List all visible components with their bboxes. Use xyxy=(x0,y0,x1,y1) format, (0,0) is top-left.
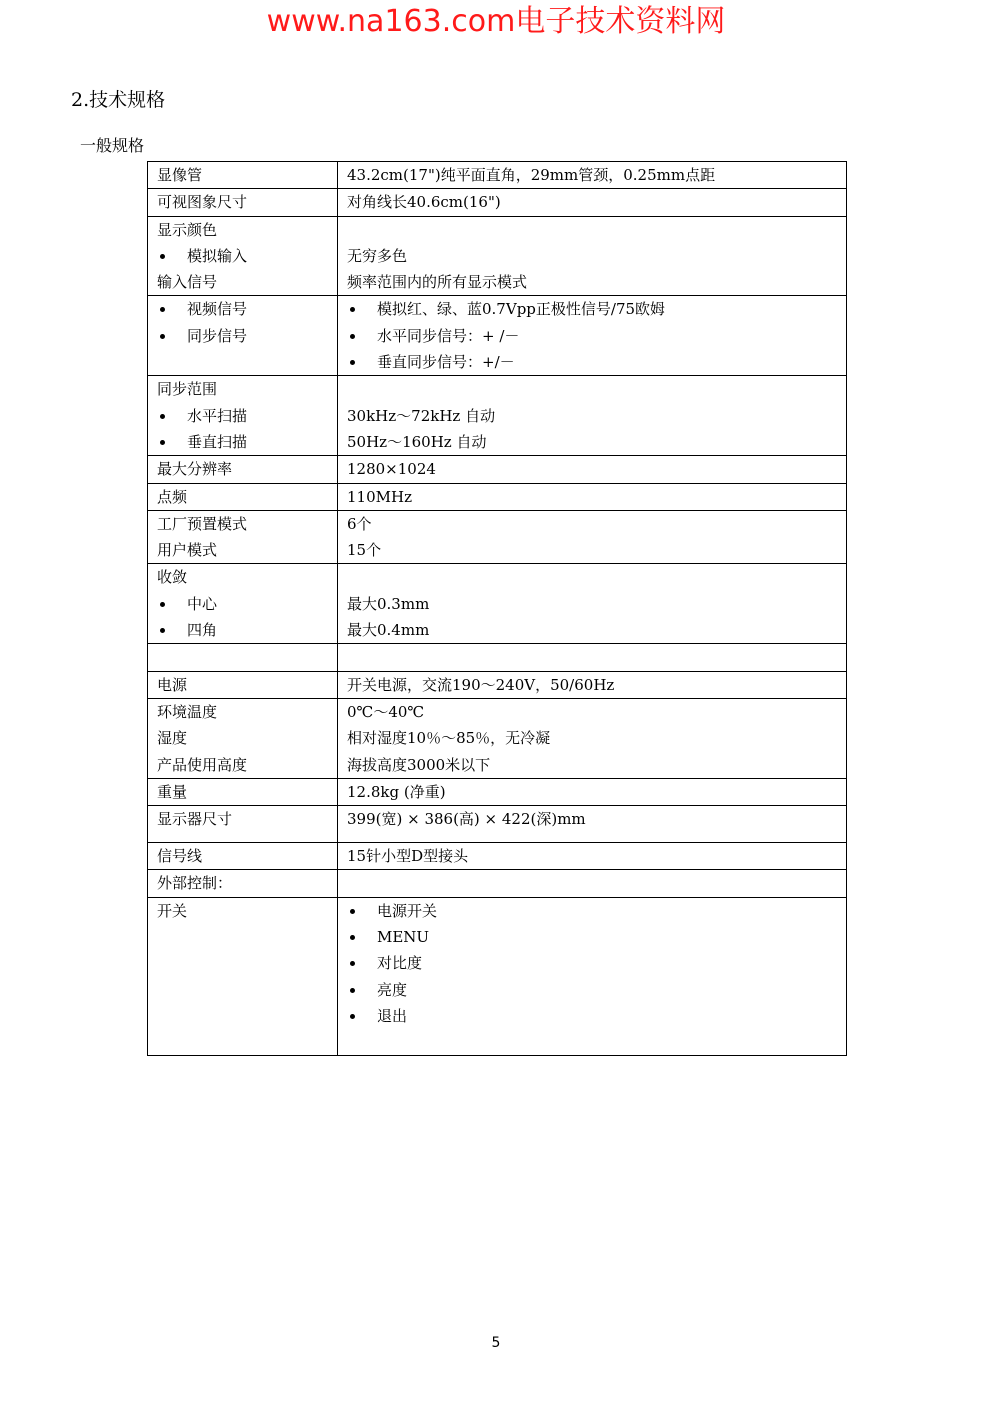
bullet-item xyxy=(347,898,846,924)
spec-value: 30kHz～72kHz 自动 xyxy=(347,406,496,425)
bullet-icon xyxy=(350,988,355,993)
table-row xyxy=(148,456,847,483)
spec-label-cell xyxy=(148,510,338,564)
bullet-label: 水平扫描 xyxy=(187,406,248,425)
spec-value: 无穷多色 xyxy=(347,246,408,265)
spec-label-cell xyxy=(148,456,338,483)
table-row xyxy=(148,510,847,564)
spec-label-cell xyxy=(148,216,338,296)
spec-label: 外部控制： xyxy=(157,874,233,893)
table-row xyxy=(148,189,847,216)
table-row xyxy=(148,897,847,1055)
bullet-icon xyxy=(160,414,165,419)
spec-label-cell xyxy=(148,162,338,189)
spec-value: 频率范围内的所有显示模式 xyxy=(347,273,528,292)
bullet-label: MENU xyxy=(377,928,430,947)
spec-value-cell xyxy=(338,870,847,897)
spec-value-cell xyxy=(338,698,847,778)
spec-value-cell xyxy=(338,564,847,644)
bullet-item xyxy=(157,617,337,643)
bullet-label: 中心 xyxy=(187,594,218,613)
spec-label: 产品使用高度 xyxy=(157,755,248,774)
bullet-icon xyxy=(160,334,165,339)
spec-label: 环境温度 xyxy=(157,702,218,721)
table-row xyxy=(148,483,847,510)
bullet-label: 垂直同步信号：+/－ xyxy=(377,353,515,372)
spec-value: 12.8kg (净重) xyxy=(347,782,446,801)
bullet-icon xyxy=(160,254,165,259)
bullet-icon xyxy=(350,1014,355,1019)
spacer-line xyxy=(157,644,337,670)
spacer-line xyxy=(347,870,846,896)
spec-value: 开关电源，交流190～240V，50/60Hz xyxy=(347,675,615,694)
table-row xyxy=(148,870,847,897)
bullet-label: 视频信号 xyxy=(187,300,248,319)
spec-value-cell xyxy=(338,806,847,843)
table-row-empty xyxy=(148,644,847,671)
bullet-label: 模拟输入 xyxy=(187,246,248,265)
spec-value-cell xyxy=(338,162,847,189)
table-row xyxy=(148,162,847,189)
bullet-item xyxy=(157,403,337,429)
spacer-line xyxy=(347,217,846,243)
spec-label: 重量 xyxy=(157,782,188,801)
spec-value: 43.2cm(17")纯平面直角，29mm管颈，0.25mm点距 xyxy=(347,166,716,184)
bullet-item xyxy=(347,323,846,349)
table-row xyxy=(148,216,847,296)
table-row xyxy=(148,843,847,870)
bullet-icon xyxy=(160,602,165,607)
spec-table xyxy=(147,161,847,1056)
spec-value: 0℃～40℃ xyxy=(347,702,425,721)
spacer-line xyxy=(347,564,846,590)
bullet-icon xyxy=(160,628,165,633)
spec-label: 同步范围 xyxy=(157,380,218,399)
table-row xyxy=(148,564,847,644)
bullet-item xyxy=(347,950,846,976)
spec-label: 显像管 xyxy=(157,166,203,184)
bullet-icon xyxy=(350,307,355,312)
table-row xyxy=(148,806,847,843)
spec-label-cell xyxy=(148,671,338,698)
spec-value: 50Hz～160Hz 自动 xyxy=(347,432,487,451)
spec-label: 最大分辨率 xyxy=(157,460,233,479)
table-row xyxy=(148,376,847,456)
bullet-item xyxy=(157,323,337,349)
bullet-label: 同步信号 xyxy=(187,326,248,345)
spec-value-cell xyxy=(338,843,847,870)
bullet-item xyxy=(157,591,337,617)
bullet-item xyxy=(157,429,337,455)
spec-label: 点频 xyxy=(157,487,188,506)
spec-label: 湿度 xyxy=(157,729,188,748)
spec-label-cell xyxy=(148,296,338,376)
spec-label-cell xyxy=(148,564,338,644)
bullet-label: 退出 xyxy=(377,1006,408,1025)
spec-label: 输入信号 xyxy=(157,273,218,292)
bullet-icon xyxy=(350,334,355,339)
spec-label-cell xyxy=(148,870,338,897)
bullet-item xyxy=(157,243,337,269)
bullet-item xyxy=(347,1003,846,1029)
spec-label: 信号线 xyxy=(157,847,203,866)
spec-value-cell xyxy=(338,897,847,1055)
table-row xyxy=(148,296,847,376)
bullet-icon xyxy=(350,360,355,365)
bullet-icon xyxy=(160,440,165,445)
bullet-icon xyxy=(350,935,355,940)
spec-value: 15针小型D型接头 xyxy=(347,847,469,866)
spec-label-cell xyxy=(148,189,338,216)
spec-value-cell xyxy=(338,189,847,216)
spec-value: 6个 xyxy=(347,514,372,533)
spec-value-cell xyxy=(338,216,847,296)
spec-value-cell xyxy=(338,644,847,671)
spec-value-cell xyxy=(338,296,847,376)
spec-value: 15个 xyxy=(347,541,382,560)
spacer-line xyxy=(347,376,846,402)
bullet-label: 电源开关 xyxy=(377,901,438,920)
spec-value: 对角线长40.6cm(16") xyxy=(347,193,501,212)
bullet-icon xyxy=(350,961,355,966)
spec-label-cell xyxy=(148,778,338,805)
spec-label-cell xyxy=(148,843,338,870)
spec-label-cell xyxy=(148,897,338,1055)
bullet-item xyxy=(347,349,846,375)
spec-value-cell xyxy=(338,671,847,698)
spec-value-cell xyxy=(338,510,847,564)
bullet-label: 水平同步信号：+ /－ xyxy=(377,326,520,345)
bullet-item xyxy=(347,977,846,1003)
subsection-title: 一般规格 xyxy=(80,136,145,155)
spec-value-cell xyxy=(338,376,847,456)
section-title: 2.技术规格 xyxy=(71,89,166,111)
bullet-item xyxy=(157,296,337,322)
bullet-label: 垂直扫描 xyxy=(187,432,248,451)
table-row xyxy=(148,671,847,698)
spec-value: 110MHz xyxy=(347,487,412,506)
bullet-item xyxy=(347,296,846,322)
spec-label-cell xyxy=(148,698,338,778)
bullet-icon xyxy=(160,307,165,312)
table-row xyxy=(148,698,847,778)
watermark-header: www.na163.com电子技术资料网 xyxy=(266,4,726,39)
spec-value: 海拔高度3000米以下 xyxy=(347,755,491,774)
spec-label-cell xyxy=(148,376,338,456)
spec-value: 最大0.3mm xyxy=(347,594,430,613)
spec-label: 工厂预置模式 xyxy=(157,514,248,533)
bullet-label: 对比度 xyxy=(377,954,423,973)
bullet-label: 亮度 xyxy=(377,980,408,999)
spec-value-cell xyxy=(338,483,847,510)
spec-label-cell xyxy=(148,806,338,843)
spec-value-cell xyxy=(338,456,847,483)
spacer-line xyxy=(347,644,846,670)
spec-label-cell xyxy=(148,483,338,510)
bullet-label: 模拟红、绿、蓝0.7Vpp正极性信号/75欧姆 xyxy=(377,300,666,319)
spec-label: 显示颜色 xyxy=(157,220,218,239)
spec-label: 可视图象尺寸 xyxy=(157,193,248,212)
bullet-icon xyxy=(350,909,355,914)
spec-label: 用户模式 xyxy=(157,541,218,560)
bullet-item xyxy=(347,924,846,950)
spec-label: 收敛 xyxy=(157,568,188,587)
spec-value: 1280×1024 xyxy=(347,460,436,479)
spec-value: 399(宽) × 386(高) × 422(深)mm xyxy=(347,810,586,829)
spec-label: 开关 xyxy=(157,901,188,920)
bullet-label: 四角 xyxy=(187,621,218,640)
page-number: 5 xyxy=(491,1335,501,1351)
table-row xyxy=(148,778,847,805)
spec-value: 相对湿度10％～85％，无冷凝 xyxy=(347,729,551,748)
spec-value-cell xyxy=(338,778,847,805)
spec-label: 显示器尺寸 xyxy=(157,810,233,829)
spec-label-cell xyxy=(148,644,338,671)
spec-value: 最大0.4mm xyxy=(347,621,430,640)
spec-label: 电源 xyxy=(157,675,188,694)
